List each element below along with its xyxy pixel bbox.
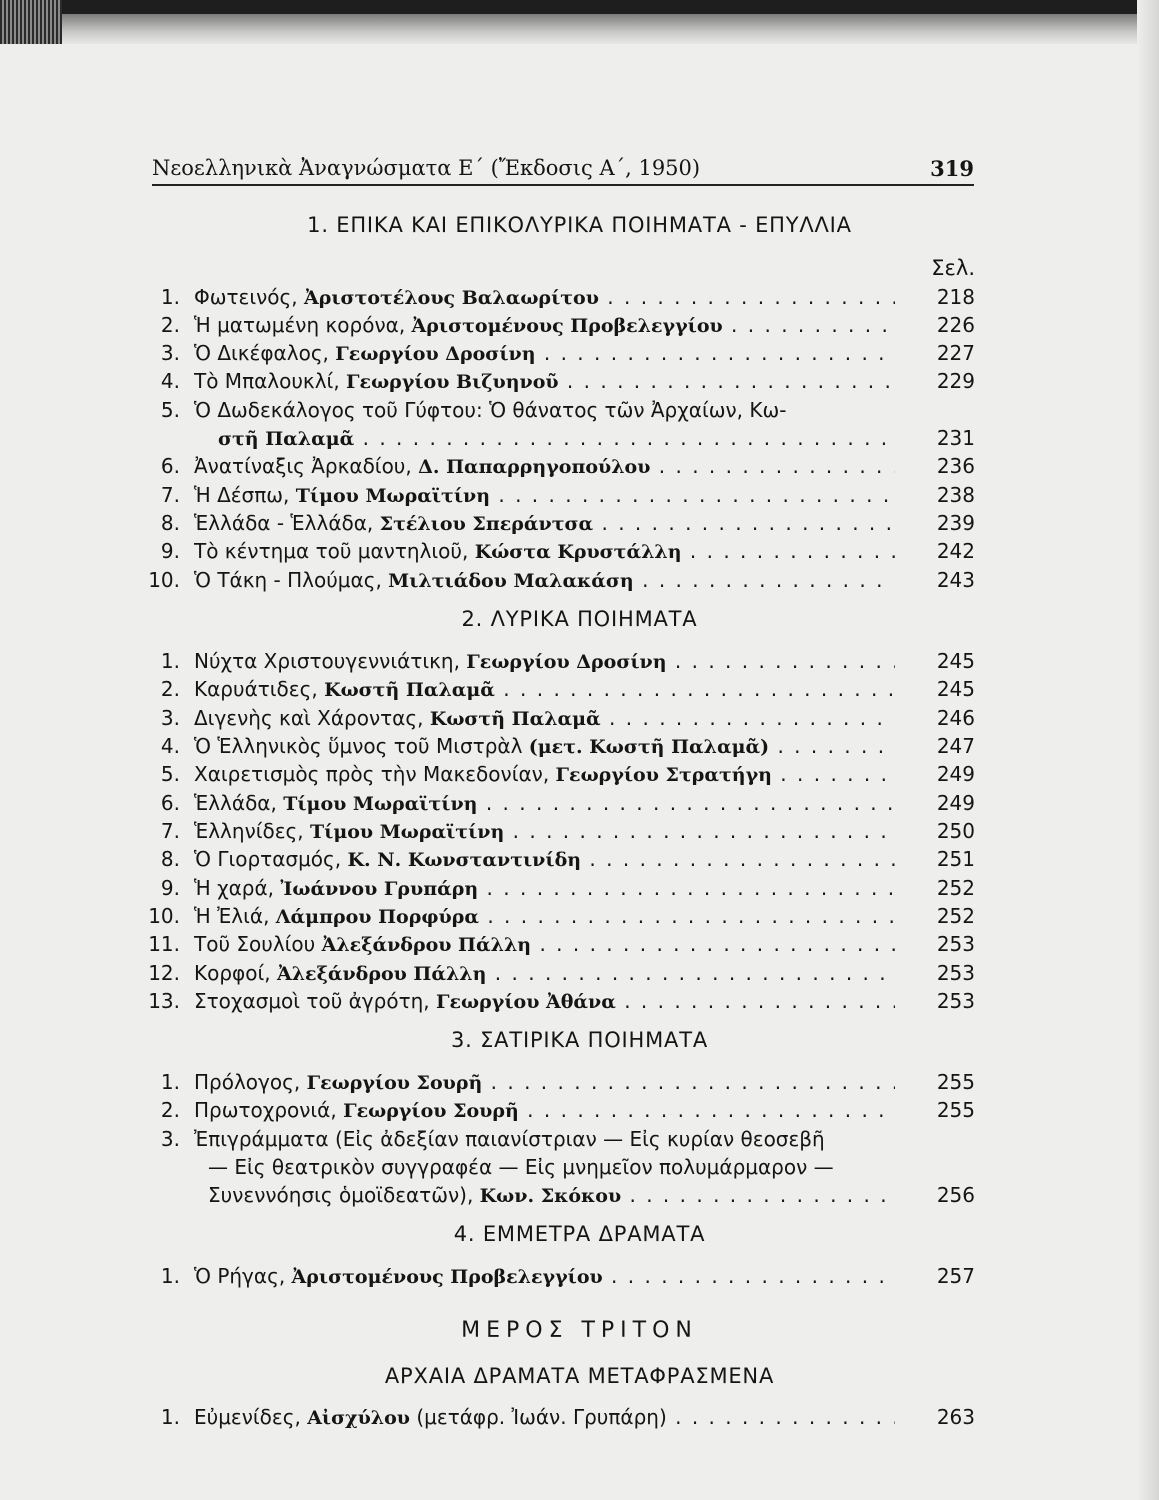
entry-title: Πρόλογος, xyxy=(194,1070,301,1094)
toc-entry-continuation xyxy=(148,424,975,452)
part-title: ΜΕΡΟΣ ΤΡΙΤΟΝ xyxy=(461,1318,698,1343)
entry-author: Αἰσχύλου xyxy=(307,1407,410,1429)
page-column-label: Σελ. xyxy=(931,256,975,280)
entry-author: Ἀλεξάνδρου Πάλλη xyxy=(276,963,487,985)
toc-entry-continuation xyxy=(148,1181,975,1209)
entry-author: Ἀριστοτέλους Βαλαωρίτου xyxy=(303,287,599,309)
entry-author: Γεωργίου Σουρῆ xyxy=(343,1100,519,1122)
entry-number: 10. xyxy=(148,904,180,928)
toc-entry xyxy=(148,566,975,594)
entry-title: Ἐπιγράμματα (Εἰς ἀδεξίαν παιανίστριαν — Εἰς κυρίαν θεοσεβῆ xyxy=(194,1127,825,1151)
entry-author: Δ. Παπαρρηγοπούλου xyxy=(418,456,651,478)
binding-corner xyxy=(0,0,62,44)
entry-number: 5. xyxy=(160,762,180,786)
entry-author: Ἰωάννου Γρυπάρη xyxy=(280,878,479,900)
entry-number: 7. xyxy=(160,819,180,843)
section-title: 2. ΛΥΡΙΚΑ ΠΟΙΗΜΑΤΑ xyxy=(461,607,698,631)
entry-title: Ἡ Δέσπω, xyxy=(194,483,290,507)
entry-page: 250 xyxy=(936,819,975,843)
entry-title: Κορφοί, xyxy=(194,961,271,985)
entry-title: Ὁ Δικέφαλος, xyxy=(194,341,329,365)
entry-title: Ὁ Γιορτασμός, xyxy=(194,847,342,871)
entry-number: 4. xyxy=(160,734,180,758)
toc-entry xyxy=(148,732,975,760)
entry-page: 246 xyxy=(936,706,975,730)
toc-entry xyxy=(148,930,975,958)
entry-page: 257 xyxy=(936,1264,975,1288)
entry-author: Μιλτιάδου Μαλακάση xyxy=(388,570,634,592)
entry-page: 229 xyxy=(936,369,975,393)
entry-title: Ἀνατίναξις Ἀρκαδίου, xyxy=(194,454,412,478)
entry-number: 4. xyxy=(160,369,180,393)
entry-page: 256 xyxy=(936,1183,975,1207)
entry-page: 239 xyxy=(936,511,975,535)
entry-number: 1. xyxy=(160,1405,180,1429)
toc-entry xyxy=(148,874,975,902)
entry-number: 1. xyxy=(160,285,180,309)
toc-entry xyxy=(148,675,975,703)
toc-entry xyxy=(148,1125,975,1153)
entry-author: Γεωργίου Ἀθάνα xyxy=(436,991,616,1013)
entry-author: Γεωργίου Βιζυηνοῦ xyxy=(346,371,559,393)
entry-author: Γεωργίου Στρατήγη xyxy=(555,764,772,786)
part-subtitle: ΑΡΧΑΙΑ ΔΡΑΜΑΤΑ ΜΕΤΑΦΡΑΣΜΕΝΑ xyxy=(384,1364,775,1388)
entry-title: Ὁ Τάκη - Πλούμας, xyxy=(194,568,382,592)
entry-title: Στοχασμοὶ τοῦ ἀγρότη, xyxy=(194,989,430,1013)
entry-number: 8. xyxy=(160,847,180,871)
entry-title: Ὁ Ἑλληνικὸς ὕμνος τοῦ Μιστρὰλ xyxy=(194,734,523,758)
entry-author: Λάμπρου Πορφύρα xyxy=(275,906,479,928)
entry-title: Καρυάτιδες, xyxy=(194,677,318,701)
entry-author: Γεωργίου Σουρῆ xyxy=(306,1072,483,1094)
running-header xyxy=(152,150,974,186)
scan-top-edge xyxy=(0,0,1159,14)
entry-number: 9. xyxy=(160,876,180,900)
entry-author: Τίμου Μωραϊτίνη xyxy=(295,485,491,507)
entry-page: 218 xyxy=(936,285,975,309)
entry-page: 255 xyxy=(936,1098,975,1122)
entry-page: 249 xyxy=(936,762,975,786)
toc-entry xyxy=(148,1262,975,1290)
header-title: Νεοελληνικὰ Ἀναγνώσματα Ε΄ (Ἔκδοσις Α΄, 1950) xyxy=(152,156,701,180)
entry-page: 253 xyxy=(936,989,975,1013)
entry-number: 5. xyxy=(160,398,180,422)
entry-number: 11. xyxy=(148,932,180,956)
entry-page: 253 xyxy=(936,961,975,985)
section-title: 1. ΕΠΙΚΑ ΚΑΙ ΕΠΙΚΟΛΥΡΙΚΑ ΠΟΙΗΜΑΤΑ - ΕΠΥΛΛΙΑ xyxy=(307,213,852,237)
entry-page: 242 xyxy=(936,539,975,563)
toc-entry xyxy=(148,817,975,845)
toc-entry xyxy=(148,283,975,311)
toc-entry xyxy=(148,704,975,732)
toc-entry xyxy=(148,396,975,424)
entry-number: 12. xyxy=(148,961,180,985)
entry-author: Ἀριστομένους Προβελεγγίου xyxy=(291,1266,603,1288)
entry-title: Ὁ Ρήγας, xyxy=(194,1264,286,1288)
entry-number: 6. xyxy=(160,791,180,815)
entry-title: Εὐμενίδες, xyxy=(194,1405,301,1429)
entry-page: 255 xyxy=(936,1070,975,1094)
entry-page: 236 xyxy=(936,454,975,478)
entry-number: 9. xyxy=(160,539,180,563)
scan-top-shadow xyxy=(0,14,1159,44)
toc-entry xyxy=(148,1068,975,1096)
entry-page: 251 xyxy=(936,847,975,871)
entry-author: Γεωργίου Δροσίνη xyxy=(466,651,667,673)
toc-entry xyxy=(148,647,975,675)
entry-title: Ἡ χαρά, xyxy=(194,876,275,900)
section-title: 4. ΕΜΜΕΤΡΑ ΔΡΑΜΑΤΑ xyxy=(453,1222,706,1246)
entry-number: 2. xyxy=(160,677,180,701)
toc-entry xyxy=(148,1403,975,1431)
entry-page: 252 xyxy=(936,876,975,900)
entry-number: 3. xyxy=(160,706,180,730)
entry-translator: (μετάφρ. Ἰωάν. Γρυπάρη) xyxy=(416,1405,667,1429)
entry-number: 3. xyxy=(160,1127,180,1151)
entry-author: Κωστῆ Παλαμᾶ xyxy=(429,708,601,730)
section-title: 3. ΣΑΤΙΡΙΚΑ ΠΟΙΗΜΑΤΑ xyxy=(450,1028,709,1052)
entry-title-line3: Συνεννόησις ὁμοϊδεατῶν), xyxy=(208,1183,474,1207)
entry-number: 10. xyxy=(148,568,180,592)
toc-entry xyxy=(148,537,975,565)
entry-author: Στέλιου Σπεράντσα xyxy=(379,513,594,535)
entry-page: 245 xyxy=(936,677,975,701)
entry-title: Νύχτα Χριστουγεννιάτικη, xyxy=(194,649,460,673)
entry-page: 263 xyxy=(936,1405,975,1429)
entry-author: (μετ. Κωστῆ Παλαμᾶ) xyxy=(528,736,770,758)
entry-page: 252 xyxy=(936,904,975,928)
entry-author: Κώστα Κρυστάλλη xyxy=(474,541,682,563)
toc-entry xyxy=(148,311,975,339)
toc-entry xyxy=(148,367,975,395)
entry-page: 238 xyxy=(936,483,975,507)
entry-author: Ἀλεξάνδρου Πάλλη xyxy=(321,934,532,956)
entry-page: 245 xyxy=(936,649,975,673)
entry-title: Ἡ Ἐλιά, xyxy=(194,904,270,928)
toc-entry xyxy=(148,760,975,788)
entry-page: 249 xyxy=(936,791,975,815)
entry-author: Κ. Ν. Κωνσταντινίδη xyxy=(347,849,582,871)
toc-entry xyxy=(148,481,975,509)
entry-page: 231 xyxy=(936,426,975,450)
entry-title: Τὸ Μπαλουκλί, xyxy=(194,369,340,393)
entry-author: Τίμου Μωραϊτίνη xyxy=(310,821,505,843)
toc-entry xyxy=(148,902,975,930)
toc-entry xyxy=(148,845,975,873)
entry-number: 3. xyxy=(160,341,180,365)
entry-number: 1. xyxy=(160,1264,180,1288)
toc-entry xyxy=(148,987,975,1015)
entry-title: Τὸ κέντημα τοῦ μαντηλιοῦ, xyxy=(194,539,469,563)
entry-author: Γεωργίου Δροσίνη xyxy=(335,343,536,365)
entry-number: 8. xyxy=(160,511,180,535)
entry-author: Κων. Σκόκου xyxy=(479,1185,622,1207)
entry-number: 2. xyxy=(160,313,180,337)
entry-author: Κωστῆ Παλαμᾶ xyxy=(324,679,495,701)
entry-title: Ἡ ματωμένη κορόνα, xyxy=(194,313,406,337)
toc-entry xyxy=(148,1096,975,1124)
entry-title: Ἑλληνίδες, xyxy=(194,819,304,843)
entry-number: 2. xyxy=(160,1098,180,1122)
entry-page: 226 xyxy=(936,313,975,337)
entry-number: 1. xyxy=(160,1070,180,1094)
entry-page: 243 xyxy=(936,568,975,592)
toc-entry xyxy=(148,789,975,817)
entry-number: 7. xyxy=(160,483,180,507)
entry-title: Διγενὴς καὶ Χάροντας, xyxy=(194,706,424,730)
entry-title: Φωτεινός, xyxy=(194,285,298,309)
toc-entry xyxy=(148,339,975,367)
entry-title: Πρωτοχρονιά, xyxy=(194,1098,337,1122)
entry-page: 253 xyxy=(936,932,975,956)
entry-title: Χαιρετισμὸς πρὸς τὴν Μακεδονίαν, xyxy=(194,762,550,786)
entry-author: στῆ Παλαμᾶ xyxy=(218,428,355,450)
entry-title: Ἑλλάδα, xyxy=(194,791,277,815)
entry-author: Ἀριστομένους Προβελεγγίου xyxy=(411,315,723,337)
toc-entry xyxy=(148,959,975,987)
toc-entry xyxy=(148,509,975,537)
entry-title: Ὁ Δωδεκάλογος τοῦ Γύφτου: Ὁ θάνατος τῶν Ἀρχαίων, Κω- xyxy=(194,398,787,422)
entry-author: Τίμου Μωραϊτίνη xyxy=(283,793,478,815)
entry-number: 6. xyxy=(160,454,180,478)
toc-entry xyxy=(148,452,975,480)
entry-title-line2: — Εἰς θεατρικὸν συγγραφέα — Εἰς μνημεῖον πολυμάρμαρον — xyxy=(208,1155,834,1179)
entry-title: Τοῦ Σουλίου xyxy=(194,932,316,956)
entry-page: 227 xyxy=(936,341,975,365)
entry-number: 1. xyxy=(160,649,180,673)
entry-title: Ἑλλάδα - Ἑλλάδα, xyxy=(194,511,374,535)
entry-page: 247 xyxy=(936,734,975,758)
entry-number: 13. xyxy=(148,989,180,1013)
header-page-number: 319 xyxy=(930,156,974,181)
